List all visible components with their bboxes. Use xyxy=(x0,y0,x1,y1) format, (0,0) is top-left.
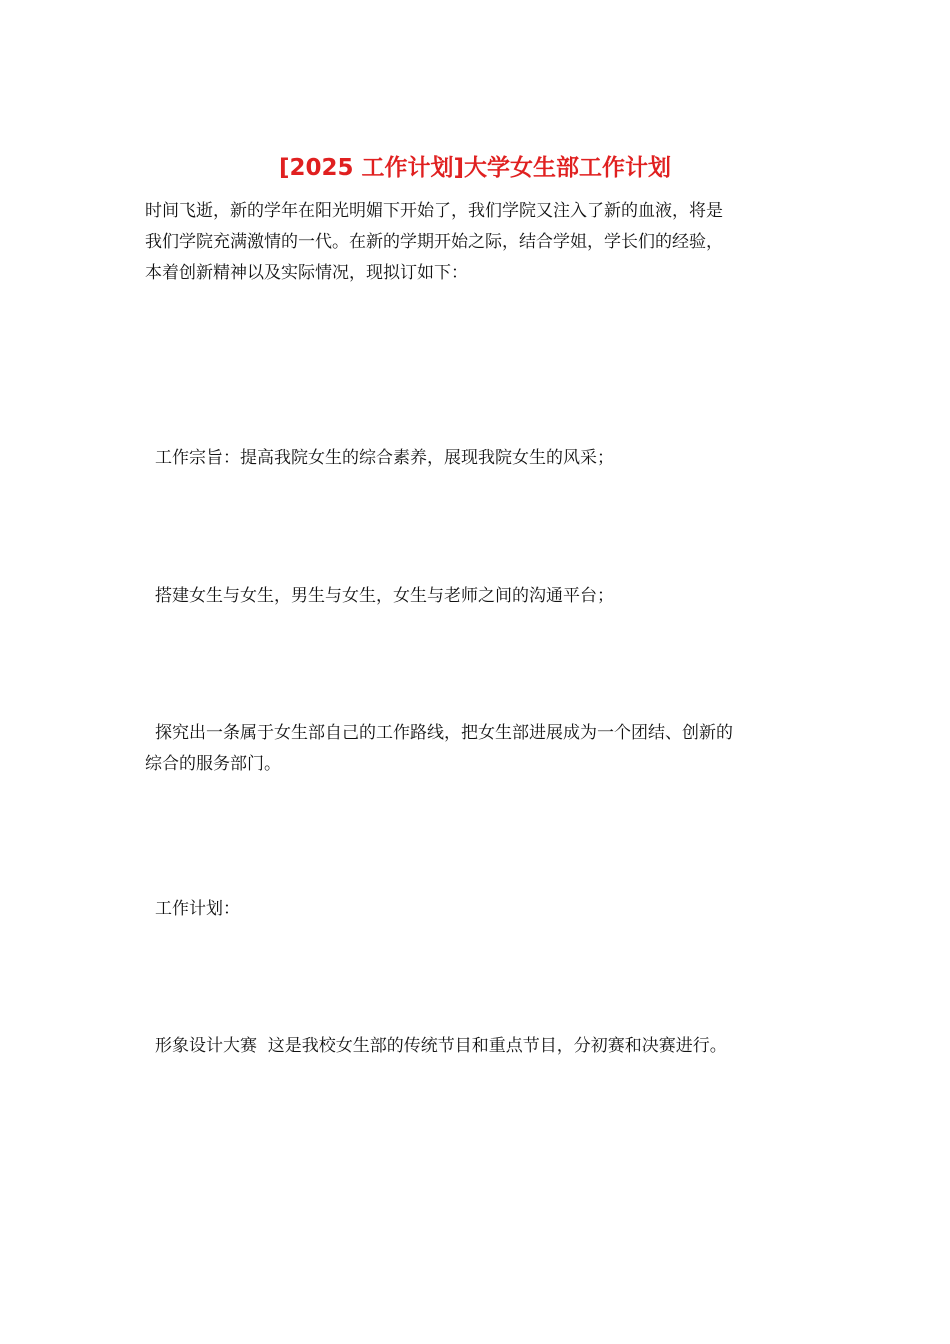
intro-paragraph xyxy=(145,196,810,289)
document-title: [2025 工作计划]大学女生部工作计划 xyxy=(278,155,672,181)
route-line-1: 探究出一条属于女生部自己的工作路线，把女生部进展成为一个团结、创新的 xyxy=(155,723,733,743)
contest-paragraph xyxy=(145,1031,810,1062)
purpose-paragraph xyxy=(145,443,810,474)
intro-line-2: 我们学院充满激情的一代。在新的学期开始之际，结合学姐，学长们的经验， xyxy=(145,232,723,252)
purpose-text: 工作宗旨：提高我院女生的综合素养，展现我院女生的风采； xyxy=(155,448,614,468)
intro-line-1: 时间飞逝，新的学年在阳光明媚下开始了，我们学院又注入了新的血液，将是 xyxy=(145,201,723,221)
contest-text: 形象设计大赛 这是我校女生部的传统节目和重点节目，分初赛和决赛进行。 xyxy=(155,1036,727,1056)
plan-heading-paragraph xyxy=(145,894,810,925)
route-paragraph xyxy=(145,718,810,780)
plan-heading: 工作计划： xyxy=(155,899,240,919)
route-line-2: 综合的服务部门。 xyxy=(145,754,281,774)
platform-text: 搭建女生与女生，男生与女生，女生与老师之间的沟通平台； xyxy=(155,586,614,606)
platform-paragraph xyxy=(145,581,810,612)
intro-line-3: 本着创新精神以及实际情况，现拟订如下： xyxy=(145,263,468,283)
